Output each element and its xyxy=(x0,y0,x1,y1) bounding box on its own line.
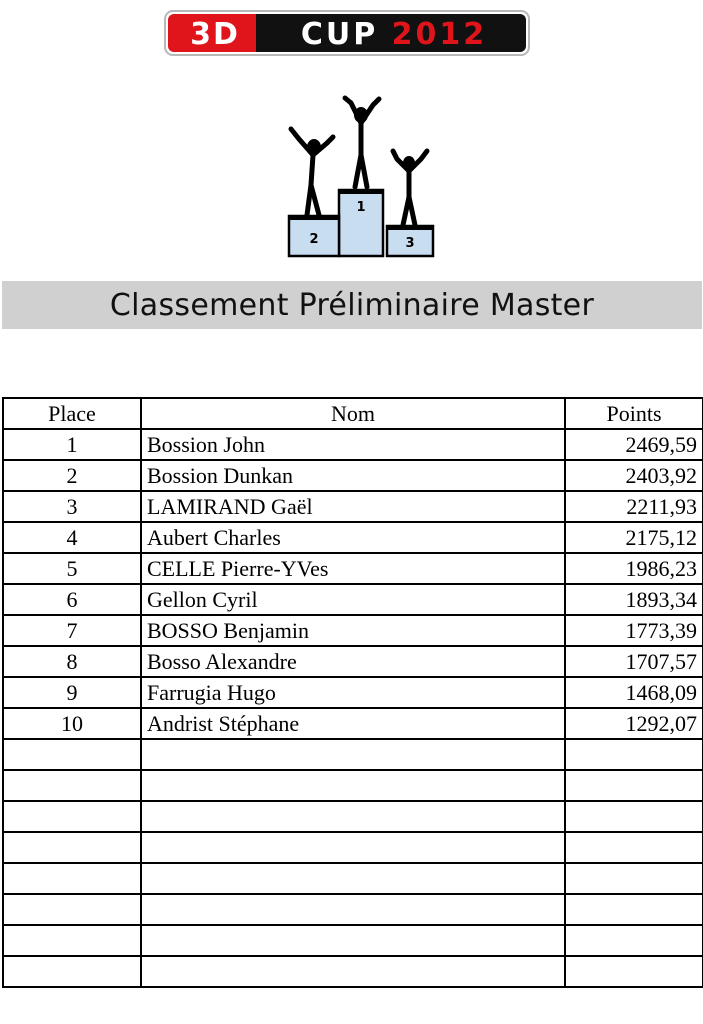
empty-cell xyxy=(3,925,141,956)
header-place: Place xyxy=(3,398,141,429)
cell-place: 7 xyxy=(3,615,141,646)
empty-cell xyxy=(3,832,141,863)
cell-points: 1986,23 xyxy=(565,553,703,584)
empty-table-row xyxy=(3,739,703,770)
empty-cell xyxy=(565,801,703,832)
table-row xyxy=(3,615,703,646)
cell-points: 2175,12 xyxy=(565,522,703,553)
cell-name: Aubert Charles xyxy=(141,522,565,553)
cell-name: Gellon Cyril xyxy=(141,584,565,615)
empty-cell xyxy=(141,863,565,894)
empty-cell xyxy=(565,925,703,956)
empty-cell xyxy=(141,894,565,925)
empty-cell xyxy=(3,770,141,801)
empty-cell xyxy=(141,956,565,987)
cell-name: BOSSO Benjamin xyxy=(141,615,565,646)
cell-name: Bosso Alexandre xyxy=(141,646,565,677)
title-band xyxy=(2,281,702,329)
header-name: Nom xyxy=(141,398,565,429)
empty-cell xyxy=(141,925,565,956)
table-row xyxy=(3,677,703,708)
cell-name: Andrist Stéphane xyxy=(141,708,565,739)
table-row xyxy=(3,522,703,553)
empty-cell xyxy=(3,739,141,770)
empty-table-row xyxy=(3,770,703,801)
empty-table-row xyxy=(3,863,703,894)
cell-points: 2211,93 xyxy=(565,491,703,522)
empty-cell xyxy=(565,770,703,801)
podium-illustration xyxy=(281,93,441,258)
cell-points: 1468,09 xyxy=(565,677,703,708)
cell-name: Farrugia Hugo xyxy=(141,677,565,708)
empty-cell xyxy=(565,832,703,863)
empty-cell xyxy=(3,956,141,987)
table-row xyxy=(3,708,703,739)
empty-cell xyxy=(141,739,565,770)
table-row xyxy=(3,553,703,584)
cell-place: 9 xyxy=(3,677,141,708)
results-body xyxy=(3,429,703,987)
cell-points: 1893,34 xyxy=(565,584,703,615)
svg-text:3D: 3D xyxy=(190,17,240,52)
cell-place: 4 xyxy=(3,522,141,553)
podium-label-third: 3 xyxy=(405,236,415,251)
cell-place: 1 xyxy=(3,429,141,460)
empty-cell xyxy=(3,894,141,925)
empty-table-row xyxy=(3,956,703,987)
podium-label-second: 2 xyxy=(309,232,319,247)
empty-table-row xyxy=(3,894,703,925)
results-table xyxy=(2,397,703,988)
empty-cell xyxy=(141,770,565,801)
3d-cup-2012-logo xyxy=(164,10,530,56)
table-row xyxy=(3,646,703,677)
cell-points: 1707,57 xyxy=(565,646,703,677)
cell-points: 2469,59 xyxy=(565,429,703,460)
cell-points: 1292,07 xyxy=(565,708,703,739)
table-row xyxy=(3,584,703,615)
header-points: Points xyxy=(565,398,703,429)
cell-place: 5 xyxy=(3,553,141,584)
svg-text:CUP 2012: CUP 2012 xyxy=(300,17,488,52)
empty-cell xyxy=(141,832,565,863)
empty-table-row xyxy=(3,832,703,863)
table-row xyxy=(3,491,703,522)
cell-place: 2 xyxy=(3,460,141,491)
empty-table-row xyxy=(3,801,703,832)
cell-place: 3 xyxy=(3,491,141,522)
cell-place: 6 xyxy=(3,584,141,615)
empty-cell xyxy=(565,894,703,925)
table-row xyxy=(3,460,703,491)
empty-cell xyxy=(565,739,703,770)
empty-cell xyxy=(3,801,141,832)
table-header-row xyxy=(3,398,703,429)
cell-place: 8 xyxy=(3,646,141,677)
page-title: Classement Préliminaire Master xyxy=(109,287,595,323)
empty-cell xyxy=(141,801,565,832)
cell-name: LAMIRAND Gaël xyxy=(141,491,565,522)
empty-table-row xyxy=(3,925,703,956)
empty-cell xyxy=(3,863,141,894)
cell-points: 2403,92 xyxy=(565,460,703,491)
empty-cell xyxy=(565,863,703,894)
cell-place: 10 xyxy=(3,708,141,739)
cell-name: CELLE Pierre-YVes xyxy=(141,553,565,584)
table-row xyxy=(3,429,703,460)
cell-name: Bossion Dunkan xyxy=(141,460,565,491)
empty-cell xyxy=(565,956,703,987)
podium-label-first: 1 xyxy=(356,200,366,215)
cell-points: 1773,39 xyxy=(565,615,703,646)
cell-name: Bossion John xyxy=(141,429,565,460)
